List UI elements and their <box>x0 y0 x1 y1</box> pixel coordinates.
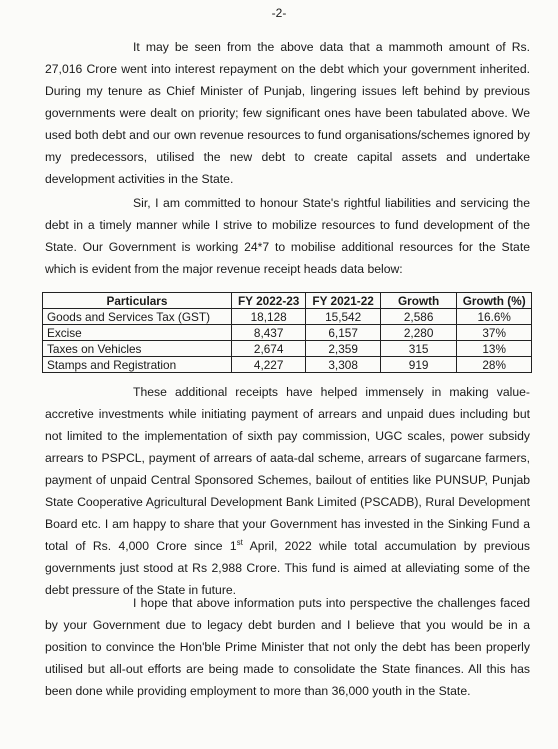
paragraph-additional-receipts <box>45 381 530 601</box>
cell-growth: 315 <box>380 341 457 357</box>
paragraph-closing: I hope that above information puts into perspective the challenges faced by your Government due to legacy debt burden and I believe that you would be in a position to convince the Hon'ble Prime Minister that not only the debt has been properly utilised but all-out efforts are being made to consolidate the State finances. All this has been done while providing employment to more than 36,000 youth in the State. <box>45 596 530 698</box>
paragraph-interest-repayment: It may be seen from the above data that a mammoth amount of Rs. 27,016 Crore went into interest repayment on the debt which your government inherited. During my tenure as Chief Minister of Punjab, lingering issues left behind by previous governments were dealt on priority; few significant ones have been tabulated above. We used both debt and our own revenue resources to fund organisations/schemes ignored by my predecessors, utilised the new debt to create capital assets and undertake development activities in the State. <box>45 40 530 186</box>
cell-fy-2021-22: 15,542 <box>306 309 380 325</box>
table-row <box>43 341 532 357</box>
paragraph-additional-receipts-text-b: April, 2022 while total accumulation by previous governments just stood at Rs 2,988 Crore. This fund is aimed at alleviating some of the debt pressure of the State in future. <box>45 539 530 597</box>
cell-fy-2021-22: 2,359 <box>306 341 380 357</box>
cell-particulars: Taxes on Vehicles <box>43 341 232 357</box>
paragraph-resource-mobilisation: Sir, I am committed to honour State's rightful liabilities and servicing the debt in a timely manner while I strive to mobilize resources to fund development of the State. Our Government is working 24*7 to mobilise additional resources for the State which is evident from the major revenue receipt heads data below: <box>45 196 530 276</box>
page-number: -2- <box>271 6 287 20</box>
revenue-receipts-table <box>42 292 532 373</box>
cell-growth-percent: 16.6% <box>457 309 532 325</box>
header-particulars: Particulars <box>43 293 232 309</box>
cell-fy-2022-23: 4,227 <box>231 357 305 373</box>
table-row <box>43 309 532 325</box>
cell-growth-percent: 28% <box>457 357 532 373</box>
cell-growth-percent: 37% <box>457 325 532 341</box>
cell-growth: 2,280 <box>380 325 457 341</box>
cell-particulars: Goods and Services Tax (GST) <box>43 309 232 325</box>
paragraph-additional-receipts-text-a: These additional receipts have helped immensely in making value-accretive investments while initiating payment of arrears and unpaid dues including but not limited to the implementation of sixth pay commission, UGC scales, power subsidy arrears to PSPCL, payment of arrears of aata-dal scheme, arrears of sugarcane farmers, payment of unpaid Central Sponsored Schemes, bailout of entities like PUNSUP, Punjab State Cooperative Agricultural Development Bank Limited (PSCADB), Rural Development Board etc. I am happy to share that your Government has invested in the Sinking Fund a total of Rs. 4,000 Crore since 1 <box>45 385 530 553</box>
cell-particulars: Stamps and Registration <box>43 357 232 373</box>
cell-growth: 2,586 <box>380 309 457 325</box>
cell-growth-percent: 13% <box>457 341 532 357</box>
table-header-row <box>43 293 532 309</box>
header-growth: Growth <box>380 293 457 309</box>
header-growth-percent: Growth (%) <box>457 293 532 309</box>
cell-particulars: Excise <box>43 325 232 341</box>
cell-fy-2022-23: 18,128 <box>231 309 305 325</box>
cell-fy-2021-22: 6,157 <box>306 325 380 341</box>
table-row <box>43 325 532 341</box>
cell-growth: 919 <box>380 357 457 373</box>
cell-fy-2022-23: 8,437 <box>231 325 305 341</box>
cell-fy-2021-22: 3,308 <box>306 357 380 373</box>
ordinal-superscript: st <box>236 537 243 547</box>
cell-fy-2022-23: 2,674 <box>231 341 305 357</box>
header-fy-2021-22: FY 2021-22 <box>306 293 380 309</box>
header-fy-2022-23: FY 2022-23 <box>231 293 305 309</box>
table-row <box>43 357 532 373</box>
